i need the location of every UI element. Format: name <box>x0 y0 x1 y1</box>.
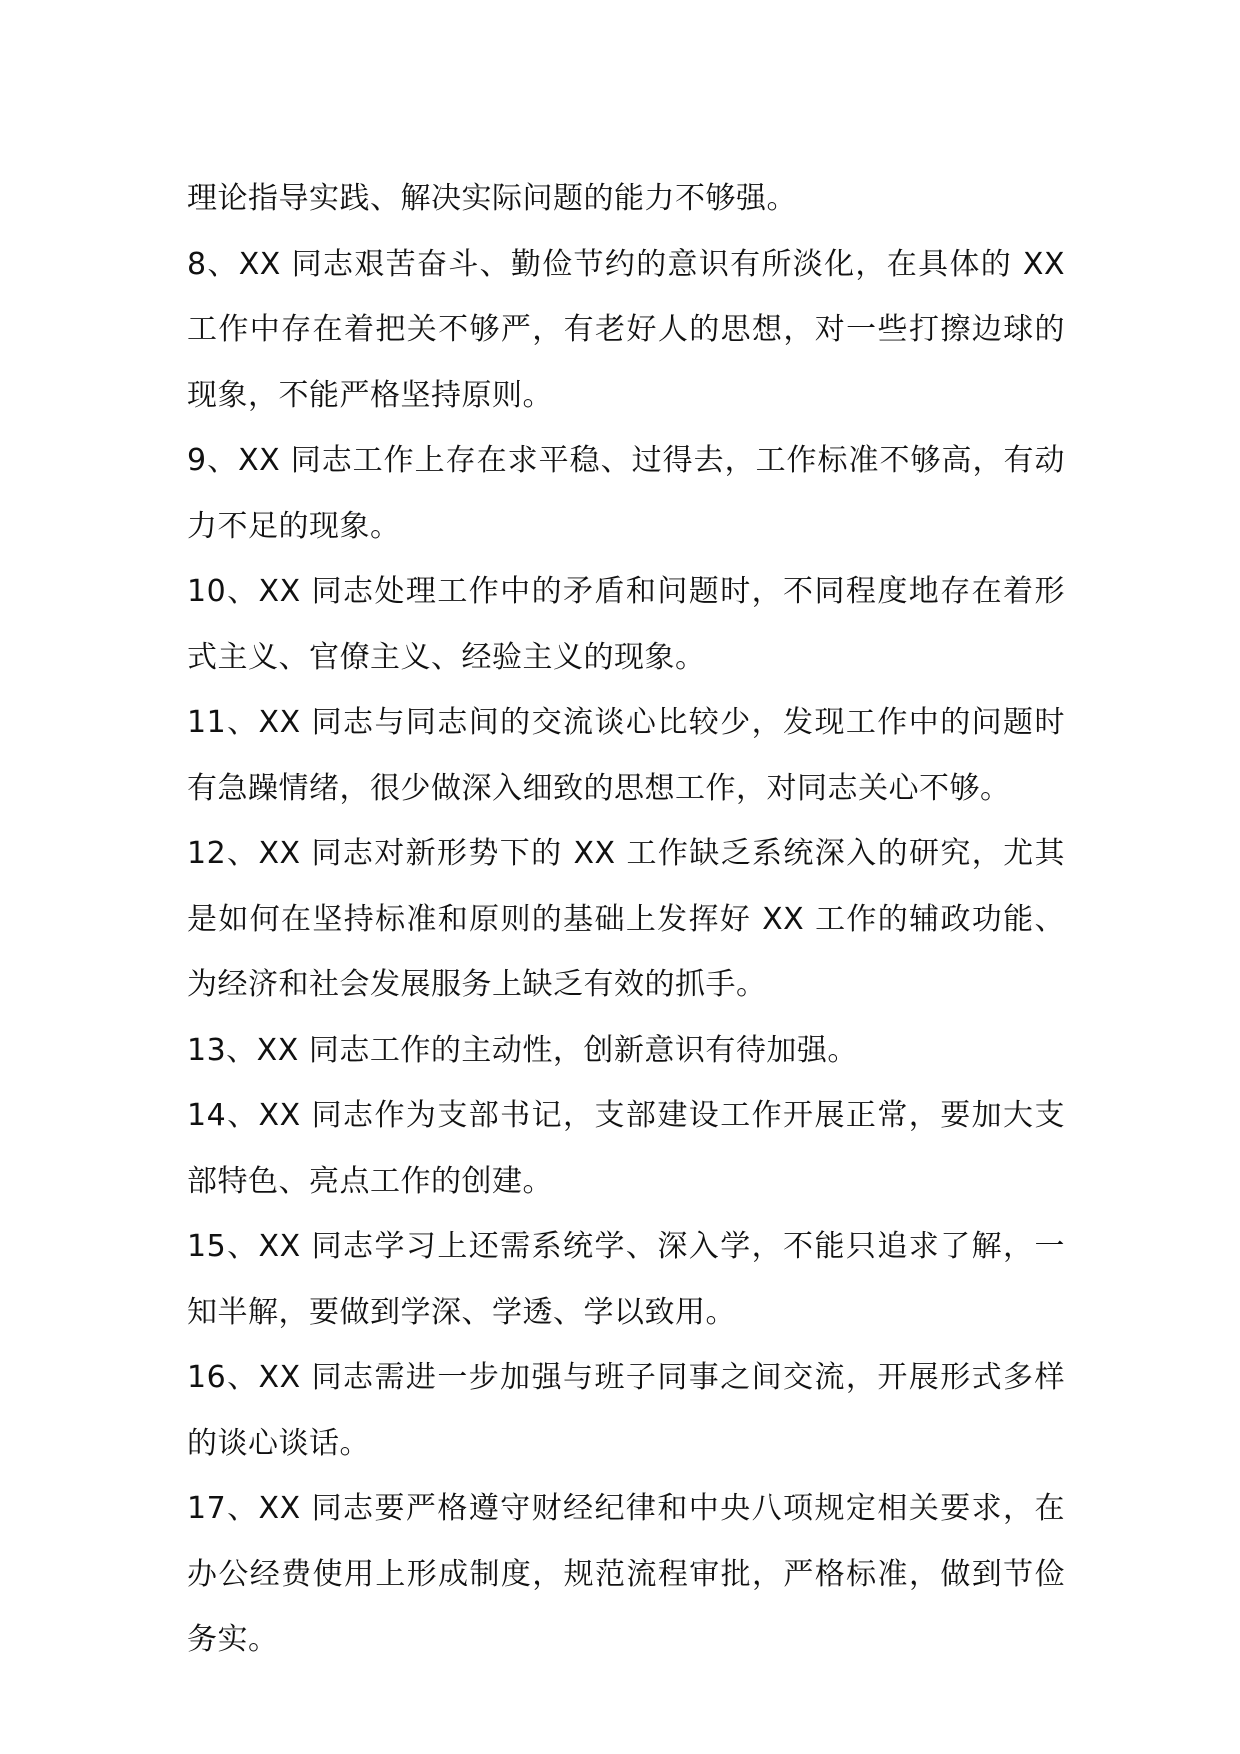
paragraph-item-8: 8、XX 同志艰苦奋斗、勤俭节约的意识有所淡化，在具体的 XX 工作中存在着把关不够严，有老好人的思想，对一些打擦边球的现象，不能严格坚持原则。 <box>187 246 1065 413</box>
document-body <box>187 166 1065 1673</box>
paragraph-item-11: 11、XX 同志与同志间的交流谈心比较少，发现工作中的问题时有急躁情绪，很少做深入细致的思想工作，对同志关心不够。 <box>187 705 1065 806</box>
paragraph-continuation: 理论指导实践、解决实际问题的能力不够强。 <box>187 181 797 216</box>
paragraph-item-16: 16、XX 同志需进一步加强与班子同事之间交流，开展形式多样的谈心谈话。 <box>187 1360 1065 1461</box>
paragraph-item-13: 13、XX 同志工作的主动性，创新意识有待加强。 <box>187 1032 858 1068</box>
paragraph-item-10: 10、XX 同志处理工作中的矛盾和问题时，不同程度地存在着形式主义、官僚主义、经验主义的现象。 <box>187 574 1065 675</box>
paragraph-item-15: 15、XX 同志学习上还需系统学、深入学，不能只追求了解，一知半解，要做到学深、学透、学以致用。 <box>187 1229 1065 1330</box>
paragraph-item-12: 12、XX 同志对新形势下的 XX 工作缺乏系统深入的研究，尤其是如何在坚持标准和原则的基础上发挥好 XX 工作的辅政功能、为经济和社会发展服务上缺乏有效的抓手。 <box>187 836 1065 1002</box>
paragraph-item-14: 14、XX 同志作为支部书记，支部建设工作开展正常，要加大支部特色、亮点工作的创建。 <box>187 1098 1065 1199</box>
paragraph-item-17: 17、XX 同志要严格遵守财经纪律和中央八项规定相关要求，在办公经费使用上形成制度，规范流程审批，严格标准，做到节俭务实。 <box>187 1491 1065 1657</box>
paragraph-item-9: 9、XX 同志工作上存在求平稳、过得去，工作标准不够高，有动力不足的现象。 <box>187 443 1065 544</box>
